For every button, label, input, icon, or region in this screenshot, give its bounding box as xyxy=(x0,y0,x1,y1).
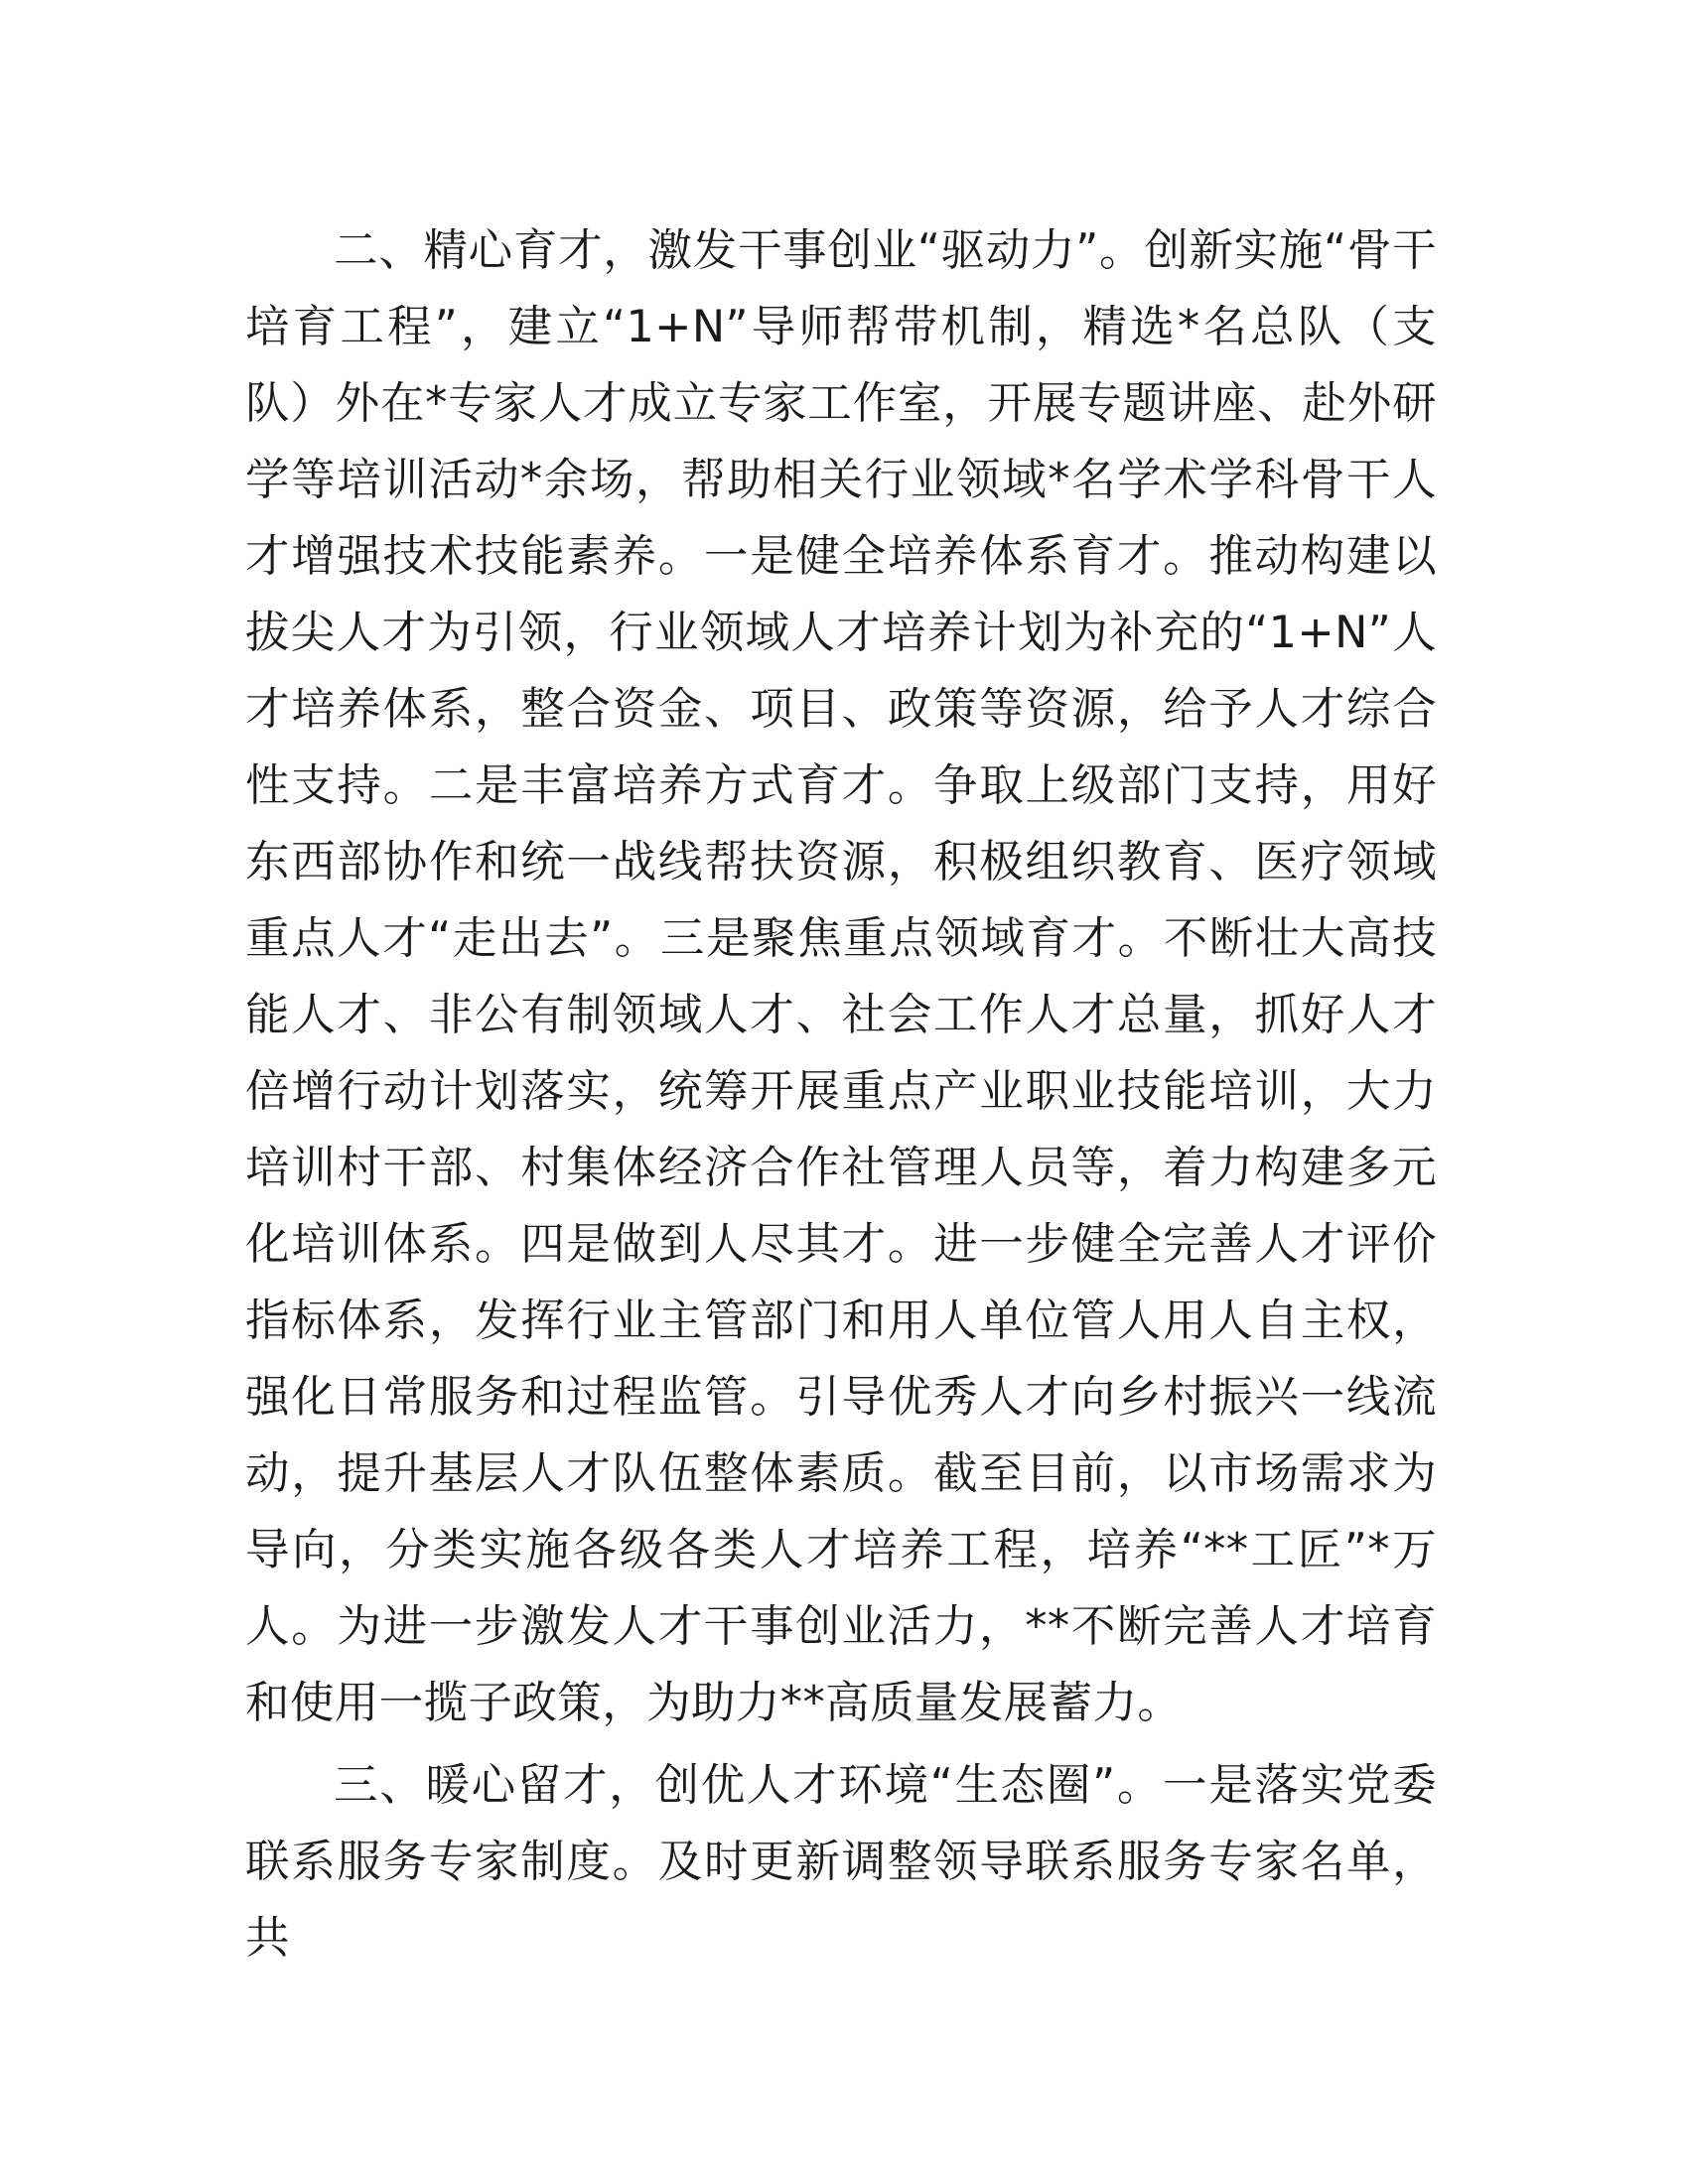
document-body xyxy=(245,212,1437,1982)
paragraph-section-three: 三、暖心留才，创优人才环境“生态圈”。一是落实党委联系服务专家制度。及时更新调整领导联系服务专家名单，共 xyxy=(245,1760,1437,1964)
paragraph-section-two: 二、精心育才，激发干事创业“驱动力”。创新实施“骨干培育工程”，建立“1+N”导师帮带机制，精选*名总队（支队）外在*专家人才成立专家工作室，开展专题讲座、赴外研学等培训活动*余场，帮助相关行业领域*名学术学科骨干人才增强技术技能素养。一是健全培养体系育才。推动构建以拔尖人才为引领，行业领域人才培养计划为补充的“1+N”人才培养体系，整合资金、项目、政策等资源，给予人才综合性支持。二是丰富培养方式育才。争取上级部门支持，用好东西部协作和统一战线帮扶资源，积极组织教育、医疗领域重点人才“走出去”。三是聚焦重点领域育才。不断壮大高技能人才、非公有制领域人才、社会工作人才总量，抓好人才倍增行动计划落实，统筹开展重点产业职业技能培训，大力培训村干部、村集体经济合作社管理人员等，着力构建多元化培训体系。四是做到人尽其才。进一步健全完善人才评价指标体系，发挥行业主管部门和用人单位管人用人自主权，强化日常服务和过程监管。引导优秀人才向乡村振兴一线流动，提升基层人才队伍整体素质。截至目前，以市场需求为导向，分类实施各级各类人才培养工程，培养“**工匠”*万人。为进一步激发人才干事创业活力，**不断完善人才培育和使用一揽子政策，为助力**高质量发展蓄力。 xyxy=(245,225,1437,1728)
